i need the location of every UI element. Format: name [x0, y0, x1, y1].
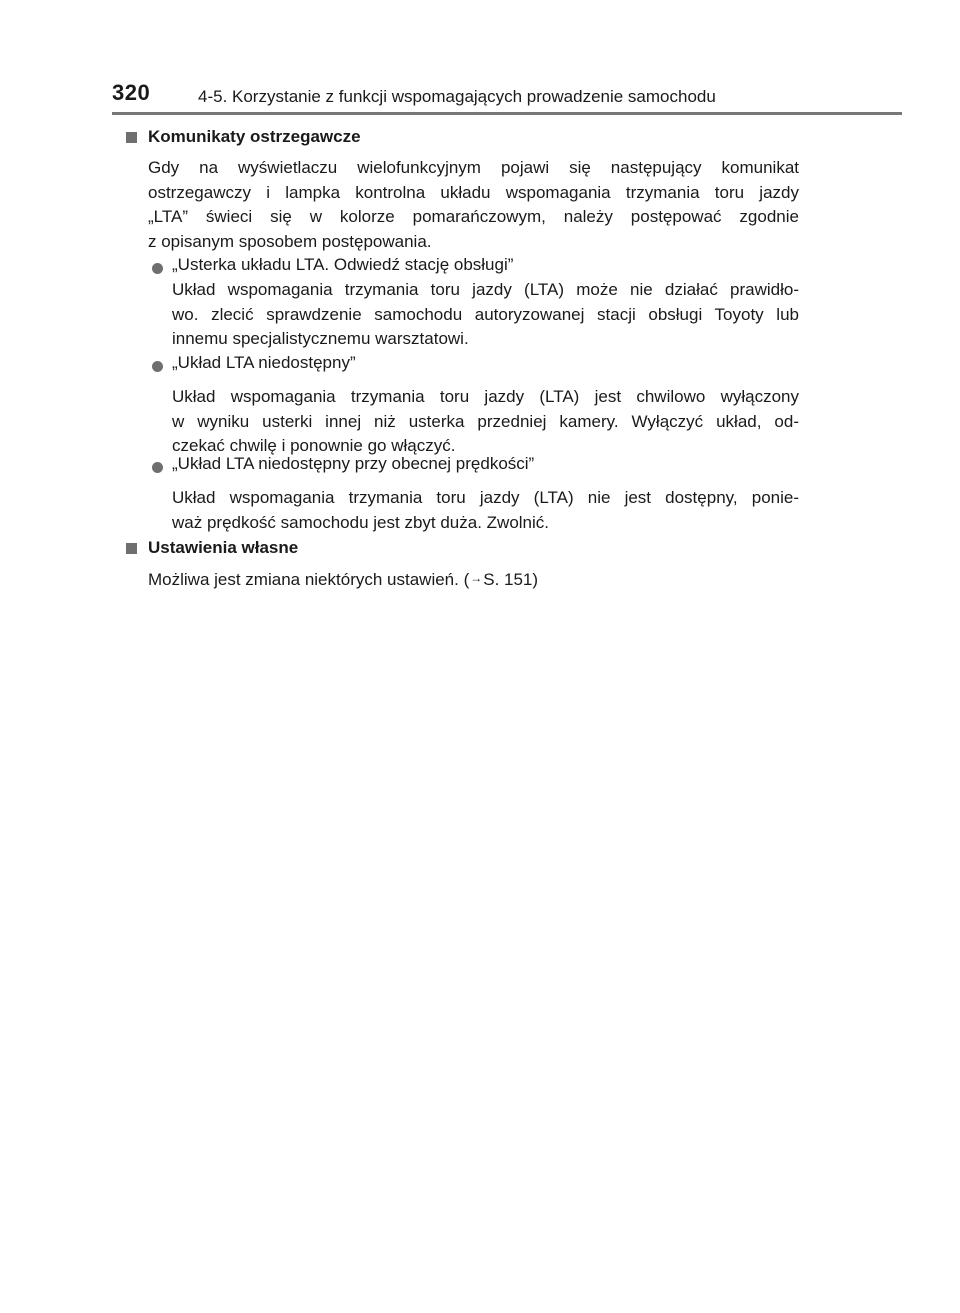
text-line: ostrzegawczy i lampka kontrolna układu wspomagania trzymania toru jazdy	[148, 182, 799, 202]
warning-description	[172, 486, 799, 535]
text-line: Układ wspomagania trzymania toru jazdy (LTA) nie jest dostępny, ponie-	[172, 488, 799, 507]
warning-description	[172, 278, 799, 352]
circle-bullet-icon	[152, 361, 163, 372]
settings-text	[148, 566, 799, 593]
page-reference-link[interactable]: S. 151)	[483, 570, 539, 589]
text-line: czekać chwilę i ponownie go włączyć.	[172, 436, 456, 455]
warning-message: „Układ LTA niedostępny”	[172, 353, 356, 372]
section-title-text: Komunikaty ostrzegawcze	[148, 127, 361, 146]
text-line: innemu specjalistycznemu warsztatowi.	[172, 329, 469, 348]
text-line: Gdy na wyświetlaczu wielofunkcyjnym pojawi się następujący komunikat	[148, 158, 799, 177]
warning-message: „Usterka układu LTA. Odwiedź stację obsługi”	[172, 255, 514, 274]
text-line: waż prędkość samochodu jest zbyt duża. Zwolnić.	[172, 512, 550, 532]
chapter-title: 4-5. Korzystanie z funkcji wspomagających prowadzenie samochodu	[198, 87, 716, 106]
section-title-settings	[126, 538, 298, 558]
page-header	[112, 80, 902, 114]
text-line: w wyniku usterki innej niż usterka przedniej kamery. Wyłączyć układ, od-	[172, 411, 799, 431]
text-line	[148, 566, 799, 593]
square-bullet-icon	[126, 543, 137, 554]
circle-bullet-icon	[152, 462, 163, 473]
section-title-warnings	[126, 127, 361, 147]
square-bullet-icon	[126, 132, 137, 143]
section-intro	[148, 156, 799, 254]
text-line: wo. zlecić sprawdzenie samochodu autoryzowanej stacji obsługi Toyoty lub	[172, 304, 799, 324]
warning-message: „Układ LTA niedostępny przy obecnej prędkości”	[172, 454, 535, 473]
header-rule	[112, 112, 902, 115]
text-line: „LTA” świeci się w kolorze pomarańczowym, należy postępować zgodnie	[148, 207, 799, 226]
arrow-right-icon: →	[470, 571, 483, 585]
text-line: z opisanym sposobem postępowania.	[148, 231, 432, 251]
circle-bullet-icon	[152, 263, 163, 274]
text-line: Układ wspomagania trzymania toru jazdy (LTA) może nie działać prawidło-	[172, 280, 799, 299]
text-before: Możliwa jest zmiana niektórych ustawień. (	[148, 570, 470, 589]
section-title-text: Ustawienia własne	[148, 538, 299, 557]
page-number: 320	[112, 80, 151, 105]
text-line: Układ wspomagania trzymania toru jazdy (LTA) jest chwilowo wyłączony	[172, 387, 799, 406]
warning-description	[172, 385, 799, 459]
